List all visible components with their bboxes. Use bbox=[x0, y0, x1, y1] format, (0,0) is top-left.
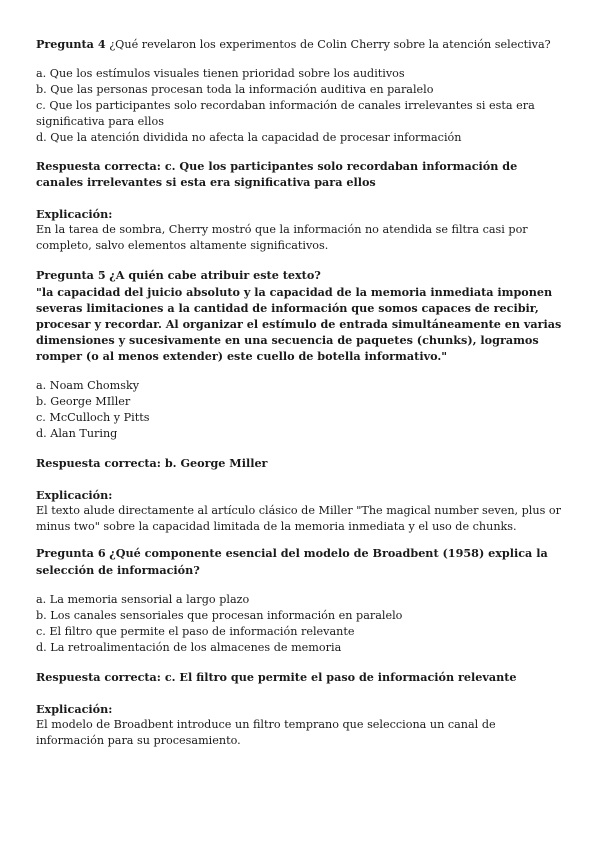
correct-answer: Respuesta correcta: c. El filtro que permite el paso de información relevante bbox=[36, 670, 517, 684]
correct-answer: Respuesta correcta: b. George Miller bbox=[36, 456, 268, 470]
question-text: ¿A quién cabe atribuir este texto? bbox=[109, 268, 321, 282]
question-text: ¿Qué revelaron los experimentos de Colin Cherry sobre la atención selectiva? bbox=[109, 38, 551, 51]
question-number: Pregunta 5 bbox=[36, 268, 106, 282]
question-5 bbox=[36, 267, 566, 535]
option-a: a. Noam Chomsky bbox=[36, 379, 140, 392]
question-heading bbox=[36, 267, 566, 284]
question-text: ¿Qué componente esencial del modelo de Broadbent (1958) explica la selección de información? bbox=[36, 546, 548, 577]
explanation-text: El modelo de Broadbent introduce un filtro temprano que selecciona un canal de información para su procesamiento. bbox=[36, 718, 496, 747]
question-heading bbox=[36, 36, 566, 53]
explanation-label: Explicación: bbox=[36, 207, 113, 221]
option-d: d. La retroalimentación de los almacenes de memoria bbox=[36, 641, 342, 654]
correct-answer: Respuesta correcta: c. Que los participantes solo recordaban información de canales irrelevantes si esta era significativa para ellos bbox=[36, 159, 518, 189]
option-b: b. Que las personas procesan toda la información auditiva en paralelo bbox=[36, 83, 434, 96]
explanation-label: Explicación: bbox=[36, 488, 113, 502]
question-heading bbox=[36, 545, 566, 579]
question-6 bbox=[36, 545, 566, 749]
quoted-text: "la capacidad del juicio absoluto y la capacidad de la memoria inmediata imponen severas limitaciones a la cantidad de información que somos capaces de recibir, procesar y recordar. Al organizar el estímulo de entrada simultáneamente en varias dimensiones y sucesivamente en una secuencia de paquetes (chunks), logramos romper (o al menos extender) este cuello de botella informativo." bbox=[36, 285, 562, 363]
option-c: c. McCulloch y Pitts bbox=[36, 411, 150, 424]
explanation-text: En la tarea de sombra, Cherry mostró que la información no atendida se filtra casi por completo, salvo elementos altamente significativos. bbox=[36, 223, 528, 252]
question-4 bbox=[36, 36, 566, 254]
option-d: d. Alan Turing bbox=[36, 427, 118, 440]
option-b: b. George MIller bbox=[36, 395, 131, 408]
options-list bbox=[36, 378, 566, 442]
options-list bbox=[36, 66, 566, 146]
options-list bbox=[36, 592, 566, 656]
option-b: b. Los canales sensoriales que procesan información en paralelo bbox=[36, 609, 403, 622]
option-c: c. El filtro que permite el paso de información relevante bbox=[36, 625, 355, 638]
question-number: Pregunta 6 bbox=[36, 546, 106, 560]
option-a: a. Que los estímulos visuales tienen prioridad sobre los auditivos bbox=[36, 67, 405, 80]
option-c: c. Que los participantes solo recordaban información de canales irrelevantes si esta era significativa para ellos bbox=[36, 99, 535, 128]
option-d: d. Que la atención dividida no afecta la capacidad de procesar información bbox=[36, 131, 462, 144]
explanation-text: El texto alude directamente al artículo clásico de Miller "The magical number seven, plus or minus two" sobre la capacidad limitada de la memoria inmediata y el uso de chunks. bbox=[36, 504, 561, 533]
question-number: Pregunta 4 bbox=[36, 37, 106, 51]
explanation-label: Explicación: bbox=[36, 702, 113, 716]
option-a: a. La memoria sensorial a largo plazo bbox=[36, 593, 250, 606]
